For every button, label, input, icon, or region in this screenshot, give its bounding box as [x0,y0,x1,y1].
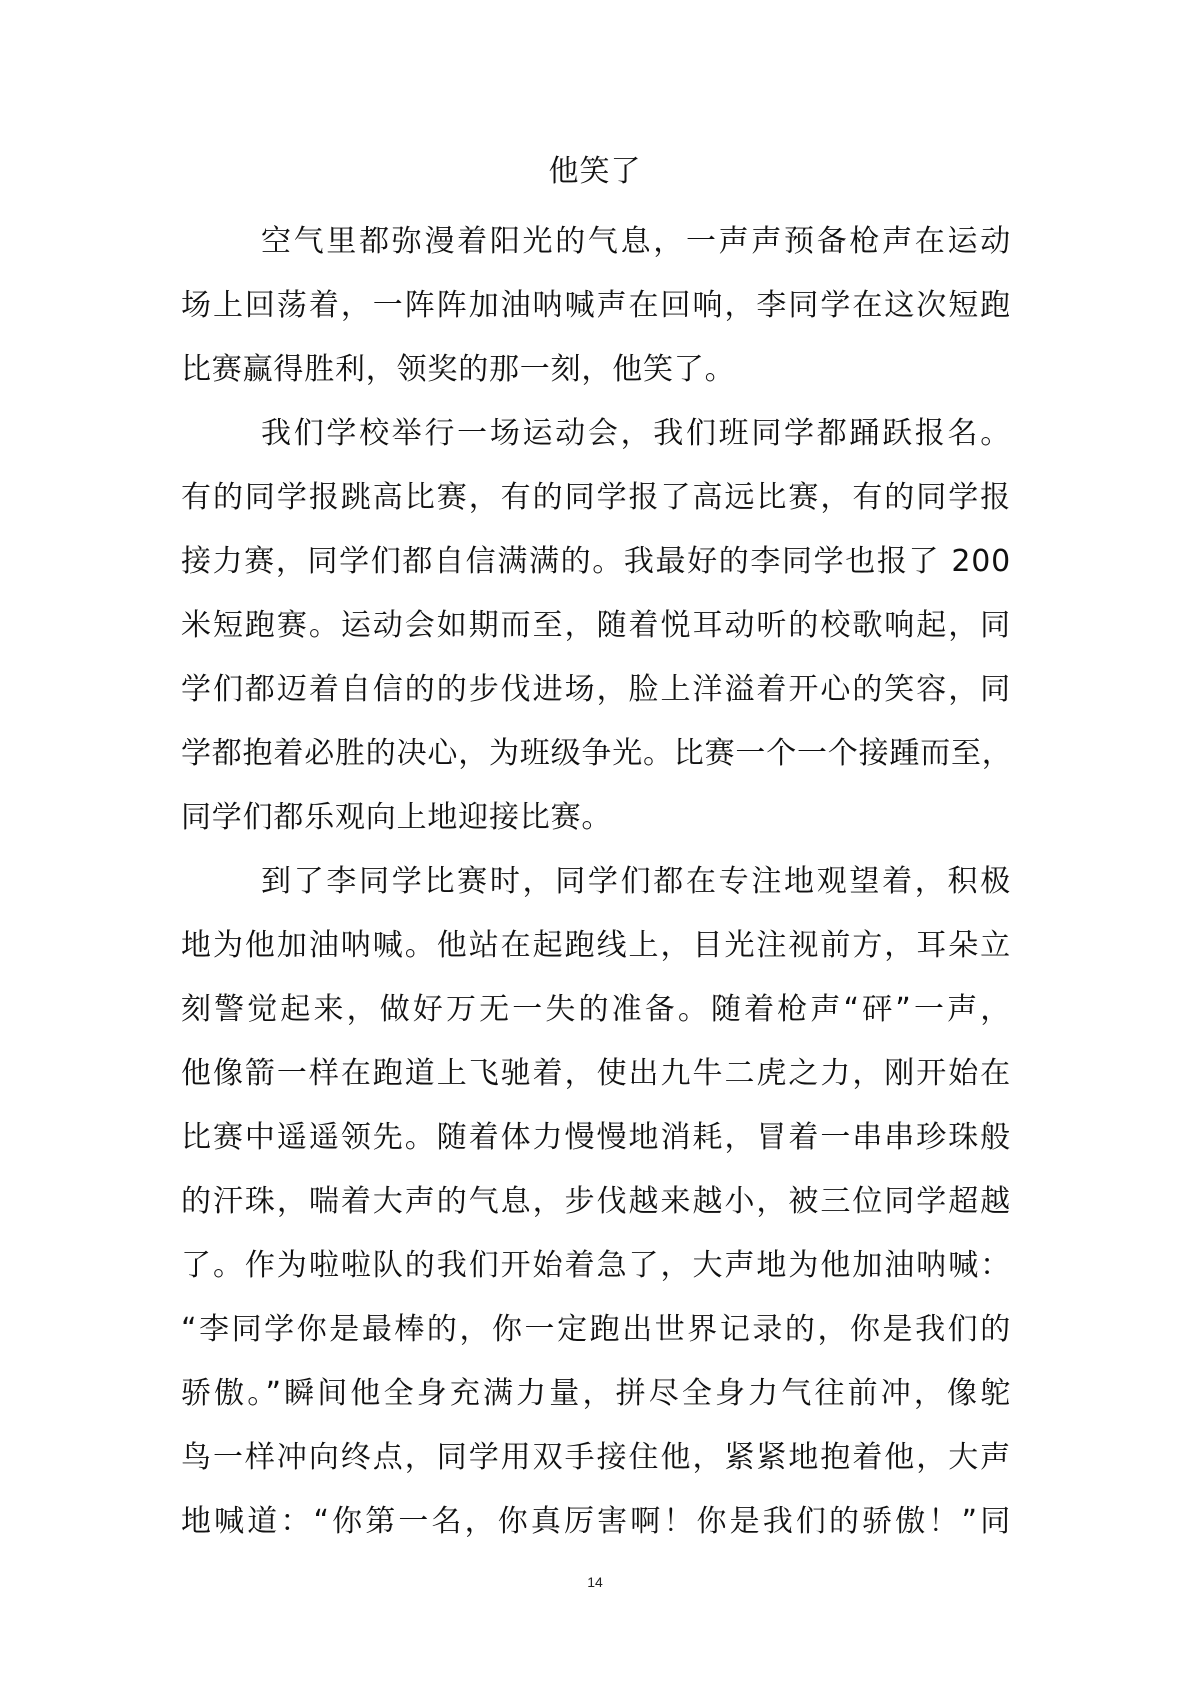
text-line: 刻警觉起来，做好万无一失的准备。随着枪声“砰”一声， [181,992,1011,1027]
text-line: 学们都迈着自信的的步伐进场，脸上洋溢着开心的笑容，同 [181,672,1011,707]
essay-body [181,210,1011,1554]
page-number: 14 [587,1574,603,1590]
essay-title: 他笑了 [548,154,642,189]
text-line: 场上回荡着，一阵阵加油呐喊声在回响，李同学在这次短跑 [181,288,1011,323]
text-line: 同学们都乐观向上地迎接比赛。 [181,800,613,835]
text-line: 鸟一样冲向终点，同学用双手接住他，紧紧地抱着他，大声 [181,1440,1011,1475]
text-line: 到了李同学比赛时，同学们都在专注地观望着，积极 [261,864,1011,899]
text-line: 的汗珠，喘着大声的气息，步伐越来越小，被三位同学超越 [181,1184,1011,1219]
text-line: 地为他加油呐喊。他站在起跑线上，目光注视前方，耳朵立 [181,928,1011,963]
text-line: 比赛赢得胜利，领奖的那一刻，他笑了。 [181,352,736,387]
text-line: “李同学你是最棒的，你一定跑出世界记录的，你是我们的 [181,1312,1011,1347]
text-line: 了。作为啦啦队的我们开始着急了，大声地为他加油呐喊： [181,1248,1011,1283]
text-line: 我们学校举行一场运动会，我们班同学都踊跃报名。 [261,416,1011,451]
text-line: 学都抱着必胜的决心，为班级争光。比赛一个一个接踵而至， [181,736,1013,771]
text-line: 比赛中遥遥领先。随着体力慢慢地消耗，冒着一串串珍珠般 [181,1120,1011,1155]
text-line: 骄傲。”瞬间他全身充满力量，拼尽全身力气往前冲，像鸵 [181,1376,1011,1411]
text-line: 地喊道：“你第一名，你真厉害啊！你是我们的骄傲！”同 [181,1504,1011,1539]
text-line: 接力赛，同学们都自信满满的。我最好的李同学也报了 200 [181,544,1011,579]
text-line: 空气里都弥漫着阳光的气息，一声声预备枪声在运动 [261,224,1011,259]
text-line: 米短跑赛。运动会如期而至，随着悦耳动听的校歌响起，同 [181,608,1011,643]
text-line: 有的同学报跳高比赛，有的同学报了高远比赛，有的同学报 [181,480,1011,515]
text-line: 他像箭一样在跑道上飞驰着，使出九牛二虎之力，刚开始在 [181,1056,1011,1091]
